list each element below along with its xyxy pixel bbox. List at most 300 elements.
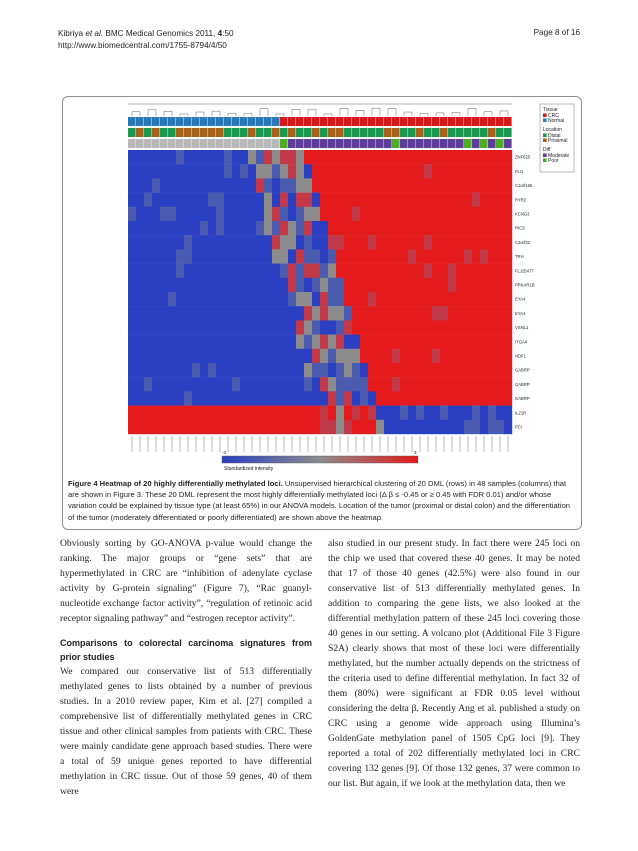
heatmap-cell — [344, 391, 352, 405]
heatmap-cell — [464, 178, 472, 192]
heatmap-cell — [456, 406, 464, 420]
heatmap-cell — [128, 150, 136, 164]
heatmap-cell — [496, 207, 504, 221]
heatmap-cell — [184, 164, 192, 178]
heatmap-cell — [472, 391, 480, 405]
heatmap-cell — [336, 377, 344, 391]
dendrogram-branch — [500, 111, 508, 116]
heatmap-cell — [408, 306, 416, 320]
heatmap-cell — [272, 349, 280, 363]
heatmap-cell — [344, 278, 352, 292]
heatmap-cell — [224, 420, 232, 434]
tissue-cell — [440, 117, 448, 126]
heatmap-cell — [160, 264, 168, 278]
heatmap-cell — [464, 207, 472, 221]
heatmap-cell — [128, 264, 136, 278]
heatmap-cell — [208, 178, 216, 192]
heatmap-cell — [424, 164, 432, 178]
heatmap-cell — [152, 278, 160, 292]
heatmap-cell — [472, 420, 480, 434]
heatmap-cell — [456, 193, 464, 207]
heatmap-cell — [480, 164, 488, 178]
heatmap-cell — [272, 335, 280, 349]
heatmap-cell — [200, 406, 208, 420]
heatmap-cell — [184, 391, 192, 405]
heatmap-cell — [224, 349, 232, 363]
differentiation-cell — [432, 139, 440, 148]
heatmap-cell — [384, 249, 392, 263]
heatmap-cell — [288, 335, 296, 349]
heatmap-cell — [208, 221, 216, 235]
heatmap-cell — [360, 420, 368, 434]
heatmap-cell — [272, 264, 280, 278]
heatmap-cell — [208, 320, 216, 334]
heatmap-cell — [256, 278, 264, 292]
location-cell — [336, 128, 344, 137]
heatmap-cell — [344, 264, 352, 278]
heatmap-cell — [208, 150, 216, 164]
tissue-cell — [424, 117, 432, 126]
heatmap-cell — [392, 164, 400, 178]
heatmap-cell — [368, 193, 376, 207]
differentiation-cell — [136, 139, 144, 148]
heatmap-cell — [136, 249, 144, 263]
gene-label: C2orf32 — [515, 239, 530, 245]
heatmap-cell — [360, 320, 368, 334]
heatmap-cell — [136, 335, 144, 349]
heatmap-cell — [240, 221, 248, 235]
heatmap-cell — [224, 264, 232, 278]
heatmap-cell — [280, 306, 288, 320]
heatmap-cell — [496, 264, 504, 278]
gene-label: ZNF625 — [515, 154, 531, 160]
heatmap-cell — [408, 178, 416, 192]
gene-label: TRH — [515, 254, 524, 260]
heatmap-cell — [200, 193, 208, 207]
tissue-cell — [368, 117, 376, 126]
heatmap-cell — [496, 420, 504, 434]
heatmap-cell — [216, 221, 224, 235]
heatmap-cell — [264, 249, 272, 263]
heatmap-cell — [312, 292, 320, 306]
tissue-cell — [176, 117, 184, 126]
location-cell — [168, 128, 176, 137]
heatmap-cell — [368, 420, 376, 434]
heatmap-cell — [344, 377, 352, 391]
heatmap-cell — [376, 164, 384, 178]
heatmap-cell — [448, 278, 456, 292]
heatmap-cell — [248, 377, 256, 391]
heatmap-cell — [408, 193, 416, 207]
heatmap-cell — [128, 178, 136, 192]
heatmap-cell — [480, 391, 488, 405]
heatmap-cell — [224, 320, 232, 334]
location-cell — [280, 128, 288, 137]
heatmap-cell — [440, 349, 448, 363]
heatmap-cell — [400, 420, 408, 434]
location-cell — [304, 128, 312, 137]
heatmap-cell — [208, 264, 216, 278]
heatmap-cell — [264, 420, 272, 434]
heatmap-cell — [240, 292, 248, 306]
heatmap-cell — [272, 306, 280, 320]
heatmap-cell — [432, 235, 440, 249]
heatmap-cell — [352, 235, 360, 249]
heatmap-cell — [360, 335, 368, 349]
heatmap-cell — [488, 178, 496, 192]
differentiation-cell — [328, 139, 336, 148]
heatmap-cell — [176, 377, 184, 391]
tissue-cell — [464, 117, 472, 126]
heatmap-cell — [368, 235, 376, 249]
heatmap-cell — [408, 292, 416, 306]
heatmap-cell — [216, 178, 224, 192]
heatmap-cell — [320, 264, 328, 278]
heatmap-cell — [400, 306, 408, 320]
heatmap-cell — [312, 335, 320, 349]
heatmap-cell — [200, 320, 208, 334]
heatmap-cell — [320, 207, 328, 221]
heatmap-cell — [344, 292, 352, 306]
heatmap-cell — [504, 306, 512, 320]
heatmap-cell — [360, 349, 368, 363]
heatmap-cell — [408, 320, 416, 334]
heatmap-cell — [488, 221, 496, 235]
heatmap-cell — [144, 235, 152, 249]
heatmap-cell — [240, 363, 248, 377]
heatmap-cell — [256, 391, 264, 405]
heatmap-cell — [440, 391, 448, 405]
heatmap-cell — [280, 349, 288, 363]
heatmap-cell — [304, 264, 312, 278]
heatmap-cell — [248, 207, 256, 221]
heatmap-cell — [448, 306, 456, 320]
heatmap-cell — [400, 349, 408, 363]
heatmap-cell — [504, 207, 512, 221]
heatmap-cell — [232, 391, 240, 405]
heatmap-cell — [472, 164, 480, 178]
page-number: Page 8 of 16 — [533, 28, 580, 37]
heatmap-cell — [128, 377, 136, 391]
heatmap-cell — [368, 391, 376, 405]
heatmap-cell — [440, 264, 448, 278]
heatmap-cell — [320, 377, 328, 391]
heatmap-cell — [504, 363, 512, 377]
heatmap-cell — [136, 207, 144, 221]
heatmap-cell — [456, 292, 464, 306]
heatmap-cell — [432, 349, 440, 363]
heatmap-cell — [256, 164, 264, 178]
location-cell — [216, 128, 224, 137]
heatmap-cell — [128, 235, 136, 249]
heatmap-cell — [448, 406, 456, 420]
heatmap-cell — [376, 278, 384, 292]
heatmap-cell — [424, 349, 432, 363]
heatmap-cell — [296, 420, 304, 434]
heatmap-cell — [296, 406, 304, 420]
heatmap-cell — [312, 420, 320, 434]
heatmap-cell — [352, 278, 360, 292]
heatmap-cell — [232, 335, 240, 349]
legend-swatch — [543, 153, 547, 157]
heatmap-cell — [320, 335, 328, 349]
heatmap-cell — [240, 235, 248, 249]
heatmap-cell — [152, 306, 160, 320]
tissue-cell — [328, 117, 336, 126]
heatmap-cell — [216, 363, 224, 377]
heatmap-cell — [360, 150, 368, 164]
heatmap-cell — [328, 164, 336, 178]
heatmap-cell — [424, 235, 432, 249]
heatmap-cell — [136, 306, 144, 320]
heatmap-cell — [336, 320, 344, 334]
gene-label: VSNL1 — [515, 325, 529, 331]
tissue-cell — [416, 117, 424, 126]
heatmap-cell — [160, 278, 168, 292]
heatmap-cell — [392, 221, 400, 235]
heatmap-cell — [432, 292, 440, 306]
heatmap-cell — [168, 363, 176, 377]
heatmap-cell — [160, 178, 168, 192]
heatmap-cell — [504, 320, 512, 334]
heatmap-cells — [128, 150, 512, 434]
heatmap-cell — [304, 292, 312, 306]
differentiation-cell — [304, 139, 312, 148]
article-url: http://www.biomedcentral.com/1755-8794/4/50 — [58, 41, 227, 50]
location-cell — [184, 128, 192, 137]
heatmap-cell — [496, 320, 504, 334]
heatmap-cell — [472, 349, 480, 363]
tissue-cell — [352, 117, 360, 126]
heatmap-cell — [408, 150, 416, 164]
heatmap-cell — [200, 306, 208, 320]
heatmap-cell — [248, 264, 256, 278]
heatmap-cell — [136, 264, 144, 278]
heatmap-cell — [488, 235, 496, 249]
heatmap-cell — [424, 264, 432, 278]
heatmap-cell — [176, 193, 184, 207]
heatmap-cell — [496, 406, 504, 420]
heatmap-cell — [336, 249, 344, 263]
heatmap-cell — [352, 178, 360, 192]
heatmap-cell — [200, 349, 208, 363]
heatmap-cell — [128, 335, 136, 349]
gene-label: GABRP — [515, 367, 530, 373]
heatmap-cell — [328, 150, 336, 164]
heatmap-cell — [168, 150, 176, 164]
heatmap-cell — [320, 278, 328, 292]
heatmap-cell — [336, 207, 344, 221]
heatmap-cell — [448, 349, 456, 363]
heatmap-cell — [448, 264, 456, 278]
paragraph: We compared our conservative list of 513 differentially methylated genes to lists obtained by a number of previous studies. In a 2010 review paper, Kim et al. [27] compiled a comprehensive list of differentially methylated genes in CRC tissue and other clinical samples from patients with CRC. These were mainly candidate gene approach based studies. There were a total of 59 unique genes reported to have differential methylation in CRC tissue. Out of those 59 genes, 40 of them were — [60, 666, 312, 797]
differentiation-cell — [224, 139, 232, 148]
heatmap-cell — [368, 306, 376, 320]
heatmap-cell — [144, 193, 152, 207]
heatmap-cell — [384, 349, 392, 363]
heatmap-cell — [480, 363, 488, 377]
heatmap-cell — [304, 221, 312, 235]
heatmap-cell — [312, 235, 320, 249]
heatmap-cell — [496, 150, 504, 164]
heatmap-cell — [136, 420, 144, 434]
differentiation-cell — [264, 139, 272, 148]
sample-labels — [132, 436, 508, 452]
heatmap-cell — [384, 406, 392, 420]
heatmap-cell — [336, 221, 344, 235]
heatmap-cell — [144, 264, 152, 278]
heatmap-cell — [480, 249, 488, 263]
heatmap-cell — [496, 221, 504, 235]
heatmap-cell — [176, 335, 184, 349]
heatmap-cell — [408, 221, 416, 235]
heatmap-cell — [488, 278, 496, 292]
heatmap-cell — [464, 164, 472, 178]
heatmap-cell — [240, 178, 248, 192]
heatmap-cell — [240, 278, 248, 292]
heatmap-cell — [312, 377, 320, 391]
right-column — [328, 536, 580, 791]
heatmap-cell — [208, 249, 216, 263]
heatmap-cell — [336, 349, 344, 363]
location-cell — [400, 128, 408, 137]
heatmap-cell — [328, 221, 336, 235]
dendrogram-branch — [148, 110, 156, 116]
heatmap-cell — [424, 335, 432, 349]
heatmap-cell — [336, 193, 344, 207]
heatmap-cell — [216, 150, 224, 164]
differentiation-cell — [208, 139, 216, 148]
differentiation-cell — [416, 139, 424, 148]
heatmap-cell — [504, 150, 512, 164]
heatmap-cell — [472, 264, 480, 278]
heatmap-cell — [456, 335, 464, 349]
heatmap-cell — [320, 306, 328, 320]
heatmap-cell — [320, 320, 328, 334]
heatmap-cell — [192, 320, 200, 334]
heatmap-cell — [160, 420, 168, 434]
figure-title: Heatmap of 20 highly differentially methylated loci. — [99, 479, 283, 488]
heatmap-cell — [432, 264, 440, 278]
heatmap-cell — [504, 164, 512, 178]
heatmap-cell — [472, 235, 480, 249]
location-cell — [360, 128, 368, 137]
heatmap-cell — [232, 292, 240, 306]
gene-label: RYR2 — [515, 197, 527, 203]
heatmap-cell — [456, 363, 464, 377]
dendrogram-branch — [324, 114, 332, 116]
differentiation-cell — [216, 139, 224, 148]
tissue-cell — [160, 117, 168, 126]
heatmap-cell — [176, 207, 184, 221]
heatmap-cell — [280, 278, 288, 292]
heatmap-cell — [376, 391, 384, 405]
heatmap-cell — [304, 391, 312, 405]
heatmap-cell — [360, 207, 368, 221]
tissue-cell — [272, 117, 280, 126]
heatmap-cell — [248, 292, 256, 306]
location-cell — [128, 128, 136, 137]
heatmap-cell — [264, 193, 272, 207]
heatmap-cell — [168, 235, 176, 249]
heatmap-cell — [480, 278, 488, 292]
gene-label: IL21R — [515, 410, 527, 416]
heatmap-cell — [432, 278, 440, 292]
heatmap-cell — [256, 193, 264, 207]
heatmap-cell — [304, 306, 312, 320]
differentiation-cell — [456, 139, 464, 148]
heatmap-cell — [152, 377, 160, 391]
heatmap-cell — [200, 391, 208, 405]
tissue-cell — [360, 117, 368, 126]
heatmap-cell — [400, 335, 408, 349]
heatmap-cell — [424, 193, 432, 207]
heatmap-cell — [136, 278, 144, 292]
heatmap-cell — [280, 193, 288, 207]
heatmap-cell — [160, 207, 168, 221]
heatmap-cell — [456, 178, 464, 192]
location-cell — [272, 128, 280, 137]
heatmap-cell — [312, 150, 320, 164]
heatmap-cell — [240, 249, 248, 263]
heatmap-cell — [376, 292, 384, 306]
location-cell — [320, 128, 328, 137]
heatmap-cell — [384, 264, 392, 278]
heatmap-cell — [344, 207, 352, 221]
location-cell — [416, 128, 424, 137]
heatmap-cell — [344, 335, 352, 349]
heatmap-cell — [176, 235, 184, 249]
heatmap-cell — [152, 221, 160, 235]
heatmap-cell — [160, 193, 168, 207]
heatmap-cell — [376, 264, 384, 278]
heatmap-cell — [328, 349, 336, 363]
heatmap-cell — [304, 249, 312, 263]
heatmap-cell — [488, 249, 496, 263]
heatmap-cell — [424, 178, 432, 192]
heatmap-cell — [232, 207, 240, 221]
legend-item: Normal — [548, 118, 565, 124]
heatmap-cell — [144, 292, 152, 306]
heatmap-cell — [224, 377, 232, 391]
heatmap-cell — [344, 221, 352, 235]
legend-swatch — [543, 133, 547, 137]
heatmap-cell — [384, 235, 392, 249]
heatmap-cell — [352, 406, 360, 420]
heatmap-cell — [136, 391, 144, 405]
tissue-cell — [184, 117, 192, 126]
tissue-cell — [312, 117, 320, 126]
heatmap-cell — [496, 178, 504, 192]
location-cell — [160, 128, 168, 137]
heatmap-cell — [312, 264, 320, 278]
heatmap-cell — [136, 193, 144, 207]
location-cell — [176, 128, 184, 137]
heatmap-cell — [152, 235, 160, 249]
heatmap-cell — [296, 306, 304, 320]
heatmap-cell — [408, 363, 416, 377]
tissue-cell — [192, 117, 200, 126]
tissue-cell — [168, 117, 176, 126]
heatmap-cell — [464, 249, 472, 263]
heatmap-cell — [256, 207, 264, 221]
heatmap-cell — [448, 363, 456, 377]
heatmap-cell — [416, 420, 424, 434]
annotation-legend — [540, 104, 574, 172]
heatmap-cell — [448, 221, 456, 235]
heatmap-cell — [336, 335, 344, 349]
tissue-cell — [400, 117, 408, 126]
